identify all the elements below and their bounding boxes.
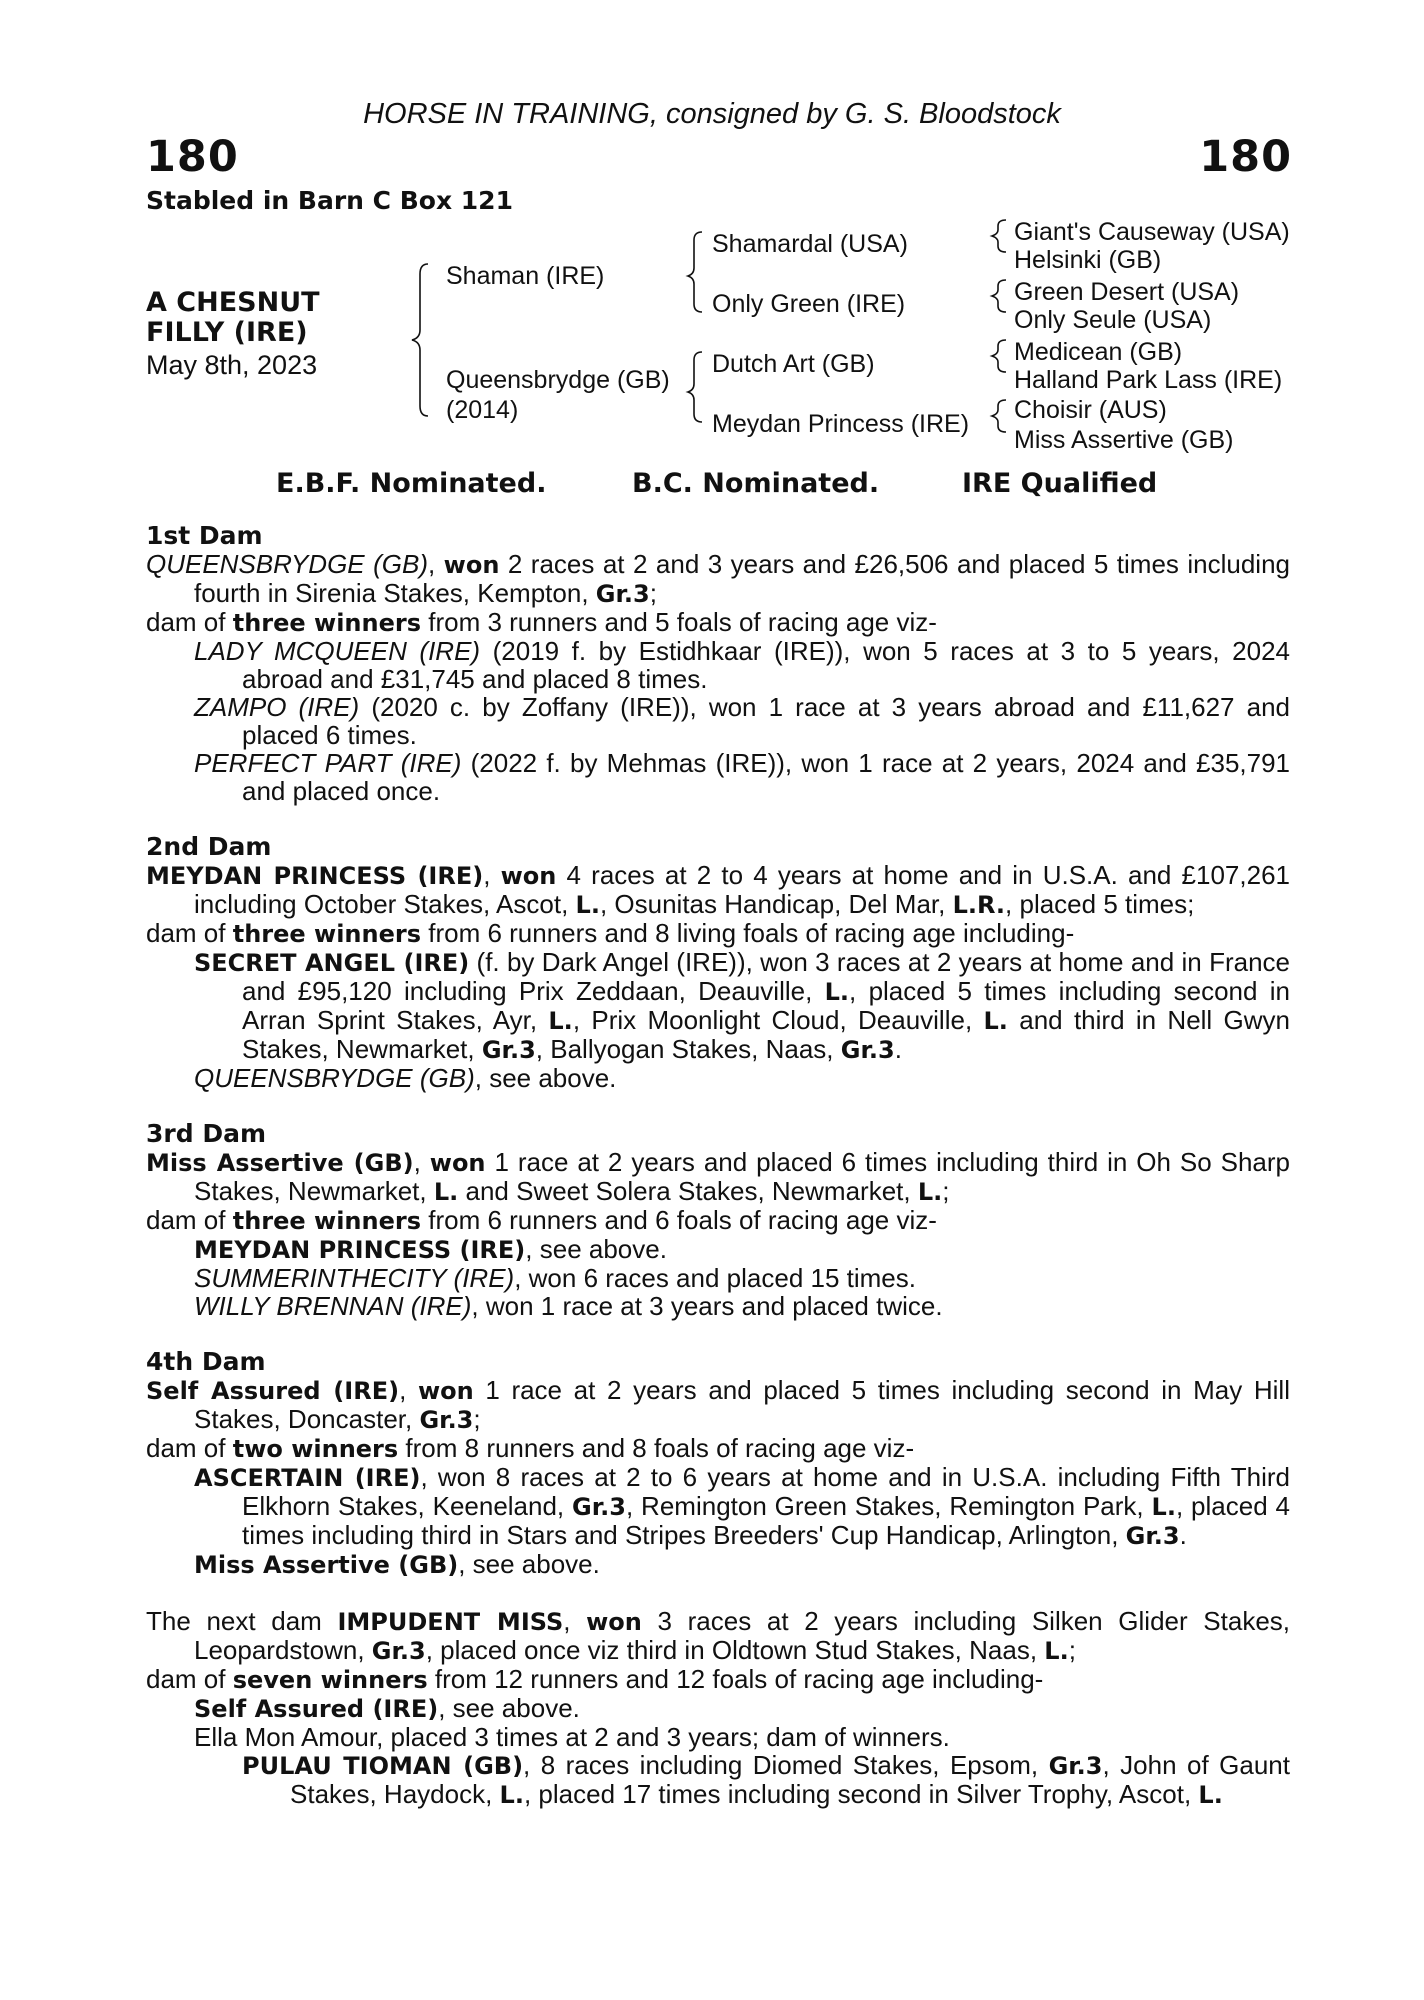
listed-label: L.: [1198, 1781, 1223, 1809]
punct: .: [894, 1034, 902, 1064]
punct: ;: [942, 1176, 950, 1206]
grade-label: Gr.3: [481, 1036, 536, 1064]
third-dam-record: Miss Assertive (GB), won 1 race at 2 years and placed 6 times including third in Oh So Sharp Stakes, Newmarket, L. and Sweet Solera Stakes, Newmarket, L.;: [146, 1147, 1291, 1206]
progeny-record: (2022 f. by Mehmas (IRE)), won 1 race at 2 years, 2024 and £35,791 and placed once.: [242, 748, 1291, 806]
list-item: [146, 1723, 1290, 1751]
pedigree-ss-sire: Giant's Causeway (USA): [1014, 218, 1290, 246]
progeny-record: , won 8 races at 2 to 6 years at home and in U.S.A. including Fifth Third Elkhorn Stakes, Keeneland,: [242, 1462, 1290, 1521]
listed-label: L.: [1151, 1493, 1176, 1521]
record-text: 4 races at 2 to 4 years at home and in U.S.A. and £107,261 including October Stakes, Ascot,: [194, 860, 1291, 919]
list-item: [146, 693, 1290, 749]
second-dam-produce-summary: [146, 919, 1290, 948]
pedigree-dd-sire: Choisir (AUS): [1014, 396, 1167, 424]
horse-colour-line: A CHESNUT: [146, 287, 320, 318]
dam-of-label: dam of: [146, 1205, 233, 1235]
second-dam-name: MEYDAN PRINCESS (IRE): [146, 862, 484, 890]
record-text: and Sweet Solera Stakes, Newmarket,: [458, 1176, 918, 1206]
ire-qualified: IRE Qualified: [962, 468, 1158, 499]
won-label: won: [429, 1149, 486, 1177]
fourth-dam-heading: 4th Dam: [146, 1347, 266, 1376]
progeny-record: , won 1 race at 3 years and placed twice.: [471, 1291, 943, 1321]
fourth-dam-produce-summary: [146, 1434, 1290, 1463]
next-dam-record: [146, 1607, 1290, 1665]
listed-label: L.: [917, 1178, 943, 1206]
won-label: won: [443, 551, 500, 579]
progeny-name: Miss Assertive (GB): [194, 1551, 459, 1579]
list-item: [146, 1064, 1290, 1092]
pedigree-dam-year: (2014): [446, 396, 519, 424]
runners-text: from 6 runners and 8 living foals of racing age including-: [421, 918, 1075, 948]
won-label: won: [586, 1608, 642, 1636]
pedigree-sire: Shaman (IRE): [446, 262, 605, 290]
grade-label: Gr.3: [419, 1406, 474, 1434]
progeny-name: PERFECT PART (IRE): [194, 748, 462, 778]
ebf-nomination: E.B.F. Nominated.: [276, 468, 547, 499]
progeny-name: Self Assured (IRE): [194, 1695, 439, 1723]
list-item: [146, 1264, 1290, 1292]
fourth-dam-record: Self Assured (IRE), won 1 race at 2 years and placed 5 times including second in May Hill Stakes, Doncaster, Gr.3;: [146, 1375, 1290, 1434]
listed-label: L.: [433, 1178, 459, 1206]
pedigree-ds-sire: Medicean (GB): [1014, 338, 1183, 366]
winners-count: two winners: [232, 1435, 399, 1463]
list-item: [146, 1694, 1290, 1723]
grade-label: Gr.3: [595, 580, 650, 608]
progeny-record: (2019 f. by Estidhkaar (IRE)), won 5 races at 3 to 5 years, 2024 abroad and £31,745 and placed 8 times.: [242, 636, 1290, 694]
fourth-dam-name: Self Assured (IRE): [146, 1377, 400, 1405]
pedigree-dam: Queensbrydge (GB): [446, 366, 670, 394]
bc-nomination: B.C. Nominated.: [632, 468, 880, 499]
brace-main: [412, 264, 428, 416]
pedigree-sire-dam: Only Green (IRE): [712, 290, 906, 318]
runners-text: from 6 runners and 6 foals of racing age viz-: [421, 1205, 937, 1235]
pedigree-sire-sire: Shamardal (USA): [712, 230, 908, 258]
record-text: 1 race at 2 years and placed 6 times including third in Oh So Sharp Stakes, Newmarket,: [194, 1147, 1291, 1206]
progeny-record: , see above.: [458, 1549, 600, 1579]
progeny-record: , Ballyogan Stakes, Naas,: [535, 1034, 841, 1064]
dam-of-label: dam of: [146, 1433, 233, 1463]
pedigree-dam-sire: Dutch Art (GB): [712, 350, 875, 378]
progeny-name: QUEENSBRYDGE (GB): [194, 1063, 475, 1093]
dam-of-label: dam of: [146, 1664, 233, 1694]
won-label: won: [417, 1377, 474, 1405]
next-dam-produce-summary: [146, 1665, 1290, 1694]
lot-number-right: 180: [1199, 132, 1292, 182]
progeny-record: , won 6 races and placed 15 times.: [514, 1263, 916, 1293]
progeny-record: , see above.: [474, 1063, 617, 1093]
pedigree-ss-dam: Helsinki (GB): [1014, 246, 1162, 274]
listed-label: L.: [1044, 1637, 1069, 1665]
next-dam-intro: The next dam: [146, 1606, 338, 1636]
punct: ;: [649, 578, 657, 608]
lot-number-left: 180: [146, 132, 239, 182]
runners-text: from 12 runners and 12 foals of racing age including-: [427, 1664, 1044, 1694]
first-dam-record: QUEENSBRYDGE (GB), won 2 races at 2 and 3 years and £26,506 and placed 5 times including fourth in Sirenia Stakes, Kempton, Gr.3;: [146, 549, 1290, 608]
record-text: , Osunitas Handicap, Del Mar,: [599, 889, 953, 919]
brace-sire: [688, 232, 702, 312]
grade-label: Gr.3: [840, 1036, 895, 1064]
progeny-name: ZAMPO (IRE): [194, 692, 360, 722]
listed-label: L.: [499, 1781, 524, 1809]
punct: ;: [1068, 1635, 1076, 1665]
page-header-title: HORSE IN TRAINING, consigned by G. S. Bloodstock: [363, 98, 1061, 130]
progeny-record: (2020 c. by Zoffany (IRE)), won 1 race at 3 years abroad and £11,627 and placed 6 times.: [242, 692, 1290, 750]
first-dam-record-text: 2 races at 2 and 3 years and £26,506 and placed 5 times including fourth in Sirenia Stakes, Kempton,: [194, 549, 1290, 608]
record-text: , placed once viz third in Oldtown Stud Stakes, Naas,: [425, 1635, 1045, 1665]
progeny-record: , John of Gaunt Stakes, Haydock,: [290, 1750, 1290, 1809]
record-text: , placed 5 times;: [1005, 889, 1195, 919]
progeny-name: LADY MCQUEEN (IRE): [194, 636, 481, 666]
brace-ss: [992, 220, 1006, 252]
winners-count: three winners: [232, 920, 421, 948]
progeny-name: ASCERTAIN (IRE): [194, 1464, 421, 1492]
horse-date-of-birth: May 8th, 2023: [146, 350, 318, 380]
next-dam-name: IMPUDENT MISS: [337, 1608, 564, 1636]
progeny-name: SUMMERINTHECITY (IRE): [194, 1263, 515, 1293]
list-item: [146, 637, 1290, 693]
progeny-name: WILLY BRENNAN (IRE): [194, 1291, 472, 1321]
brace-dd: [992, 400, 1006, 432]
brace-dam: [688, 352, 702, 422]
progeny-record: , Remington Green Stakes, Remington Park,: [625, 1491, 1152, 1521]
listed-label: L.: [824, 978, 850, 1006]
third-dam-name: Miss Assertive (GB): [146, 1149, 414, 1177]
listed-label: L.: [983, 1007, 1008, 1035]
pedigree-sd-sire: Green Desert (USA): [1014, 278, 1240, 306]
won-label: won: [500, 862, 557, 890]
list-item: [146, 1550, 1290, 1579]
progeny-record: , see above.: [525, 1234, 667, 1264]
progeny-name: PULAU TIOMAN (GB): [242, 1752, 524, 1780]
punct: .: [1179, 1520, 1187, 1550]
list-item: [146, 1751, 1290, 1809]
list-item: [146, 1463, 1290, 1550]
dam-of-label: dam of: [146, 918, 233, 948]
record-text: 1 race at 2 years and placed 5 times including second in May Hill Stakes, Doncaster,: [194, 1375, 1290, 1434]
grade-label: Gr.3: [572, 1493, 626, 1521]
progeny-record: , see above.: [438, 1693, 580, 1723]
list-item: [146, 1292, 1290, 1320]
listed-label: L.: [548, 1007, 573, 1035]
listed-label: L.: [575, 891, 600, 919]
punct: ,: [563, 1606, 587, 1636]
winners-count: seven winners: [232, 1666, 428, 1694]
pedigree-ds-dam: Halland Park Lass (IRE): [1014, 366, 1283, 394]
third-dam-produce-summary: [146, 1206, 1290, 1235]
first-dam-heading: 1st Dam: [146, 521, 263, 550]
runners-text: from 3 runners and 5 foals of racing age viz-: [421, 607, 937, 637]
winners-count: three winners: [232, 609, 421, 637]
horse-sex-line: FILLY (IRE): [146, 317, 308, 348]
pedigree-dd-dam: Miss Assertive (GB): [1014, 426, 1234, 454]
record-text: 3 races at 2 years including Silken Glider Stakes, Leopardstown,: [194, 1606, 1291, 1665]
progeny-record: , placed 4 times including third in Stars and Stripes Breeders' Cup Handicap, Arlington,: [242, 1491, 1290, 1550]
catalogue-body: [146, 522, 1290, 1809]
second-dam-record: MEYDAN PRINCESS (IRE), won 4 races at 2 to 4 years at home and in U.S.A. and £107,261 including October Stakes, Ascot, L., Osunitas Handicap, Del Mar, L.R., placed 5 times;: [146, 860, 1291, 919]
grade-label: Gr.3: [371, 1637, 426, 1665]
list-item: [146, 1235, 1290, 1264]
first-dam-name: QUEENSBRYDGE (GB): [146, 549, 428, 579]
grade-label: Gr.3: [1048, 1752, 1103, 1780]
third-dam-heading: 3rd Dam: [146, 1119, 266, 1148]
winners-count: three winners: [232, 1207, 421, 1235]
list-item: [146, 749, 1290, 805]
progeny-record: , placed 5 times including second in Arran Sprint Stakes, Ayr,: [242, 976, 1290, 1035]
listed-restricted-label: L.R.: [952, 891, 1006, 919]
progeny-name: SECRET ANGEL (IRE): [194, 949, 470, 977]
progeny-record: , 8 races including Diomed Stakes, Epsom,: [523, 1750, 1049, 1780]
list-item: [146, 948, 1290, 1064]
second-dam-heading: 2nd Dam: [146, 832, 272, 861]
punct: ;: [473, 1404, 481, 1434]
progeny-name: MEYDAN PRINCESS (IRE): [194, 1236, 526, 1264]
progeny-record: Ella Mon Amour, placed 3 times at 2 and 3 years; dam of winners.: [194, 1722, 950, 1752]
brace-sd: [992, 280, 1006, 312]
progeny-record: , Prix Moonlight Cloud, Deauville,: [572, 1005, 984, 1035]
progeny-record: (f. by Dark Angel (IRE)), won 3 races at 2 years at home and in France and £95,120 including Prix Zeddaan, Deauville,: [242, 947, 1290, 1006]
progeny-record: , placed 17 times including second in Silver Trophy, Ascot,: [523, 1779, 1199, 1809]
progeny-record: and third in Nell Gwyn Stakes, Newmarket,: [242, 1005, 1290, 1064]
runners-text: from 8 runners and 8 foals of racing age viz-: [398, 1433, 915, 1463]
pedigree-sd-dam: Only Seule (USA): [1014, 306, 1212, 334]
pedigree-dam-dam: Meydan Princess (IRE): [712, 410, 970, 438]
brace-ds: [992, 340, 1006, 372]
dam-of-label: dam of: [146, 607, 233, 637]
stabled-location: Stabled in Barn C Box 121: [146, 186, 513, 215]
grade-label: Gr.3: [1125, 1522, 1180, 1550]
first-dam-produce-summary: [146, 608, 1290, 637]
